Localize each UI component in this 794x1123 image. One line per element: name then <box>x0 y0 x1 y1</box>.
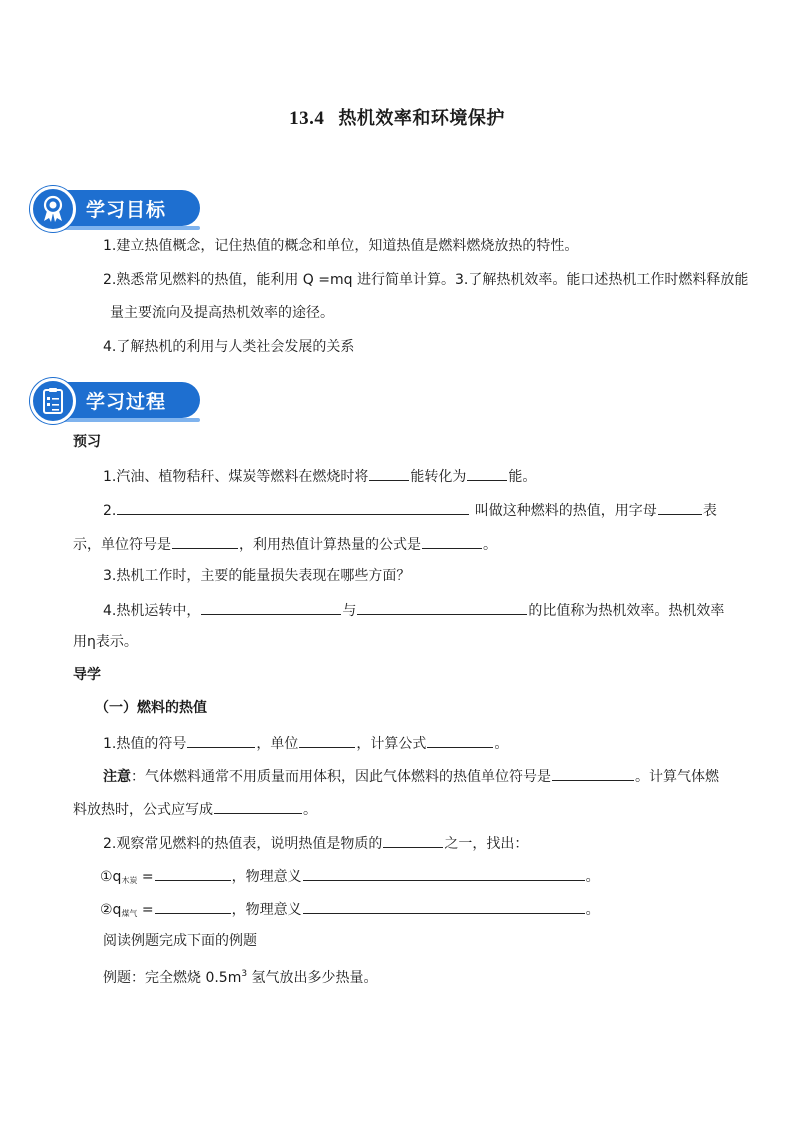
answer-blank[interactable] <box>658 499 702 515</box>
guide-q1: 1.热值的符号 ，单位 ，计算公式 。 <box>103 732 508 754</box>
answer-blank[interactable] <box>187 732 255 748</box>
section-banner-process <box>30 376 190 422</box>
goal-item-2-cont: 量主要流向及提高热机效率的途径。 <box>110 305 334 321</box>
answer-blank[interactable] <box>383 832 443 848</box>
preview-q4-cont: 用η表示。 <box>73 634 138 650</box>
answer-blank[interactable] <box>467 465 507 481</box>
preview-heading: 预习 <box>73 434 101 450</box>
answer-blank[interactable] <box>214 798 302 814</box>
guide-heading: 导学 <box>73 667 101 683</box>
answer-blank[interactable] <box>303 865 585 881</box>
guide-note-cont: 料放热时，公式应写成 。 <box>73 798 317 820</box>
guide-example: 例题：完全燃烧 $0.5m^3$ 氢气放出多少热量。 <box>103 969 378 986</box>
guide-item-gas: $②q_{煤气}$ = ，物理意义 。 <box>100 898 600 924</box>
preview-q3: 3.热机工作时，主要的能量损失表现在哪些方面？ <box>103 568 411 584</box>
answer-blank[interactable] <box>357 599 527 615</box>
guide-part-1: （一）燃料的热值 <box>95 700 207 716</box>
answer-blank[interactable] <box>117 499 469 515</box>
guide-item-charcoal: $①q_{木炭}$ = ，物理意义 。 <box>100 865 600 891</box>
guide-q2: 2.观察常见燃料的热值表，说明热值是物质的 之一，找出： <box>103 832 528 854</box>
award-ribbon-icon <box>30 186 76 232</box>
title-number: 13.4 <box>289 108 325 129</box>
answer-blank[interactable] <box>427 732 493 748</box>
guide-note: 注意：气体燃料通常不用质量而用体积，因此气体燃料的热值单位符号是 。计算气体燃 <box>103 765 719 787</box>
preview-q2-cont: 示，单位符号是 ，利用热值计算热量的公式是 。 <box>73 533 497 555</box>
goal-item-2: 2.熟悉常见燃料的热值，能利用 Q =mq 进行简单计算。3.了解热机效率。能口述热机工作时燃料释放能 <box>103 272 749 288</box>
page-title <box>0 104 794 130</box>
answer-blank[interactable] <box>299 732 355 748</box>
answer-blank[interactable] <box>155 865 231 881</box>
preview-q4: 4.热机运转中， 与 的比值称为热机效率。热机效率 <box>103 599 724 621</box>
section-label: 学习目标 <box>86 199 167 221</box>
answer-blank[interactable] <box>201 599 341 615</box>
answer-blank[interactable] <box>155 898 231 914</box>
checklist-icon <box>30 378 76 424</box>
answer-blank[interactable] <box>552 765 634 781</box>
preview-q2: 2. 叫做这种燃料的热值，用字母 表 <box>103 499 717 521</box>
answer-blank[interactable] <box>172 533 238 549</box>
title-text: 热机效率和环境保护 <box>338 108 505 129</box>
goal-item-1: 1.建立热值概念，记住热值的概念和单位，知道热值是燃料燃烧放热的特性。 <box>103 238 579 254</box>
section-label: 学习过程 <box>86 391 167 413</box>
guide-read-instruction: 阅读例题完成下面的例题 <box>103 933 257 949</box>
answer-blank[interactable] <box>303 898 585 914</box>
preview-q1: 1.汽油、植物秸秆、煤炭等燃料在燃烧时将 能转化为 能。 <box>103 465 536 487</box>
goal-item-4: 4.了解热机的利用与人类社会发展的关系 <box>103 339 355 355</box>
answer-blank[interactable] <box>422 533 482 549</box>
answer-blank[interactable] <box>369 465 409 481</box>
section-banner-goals <box>30 184 190 230</box>
